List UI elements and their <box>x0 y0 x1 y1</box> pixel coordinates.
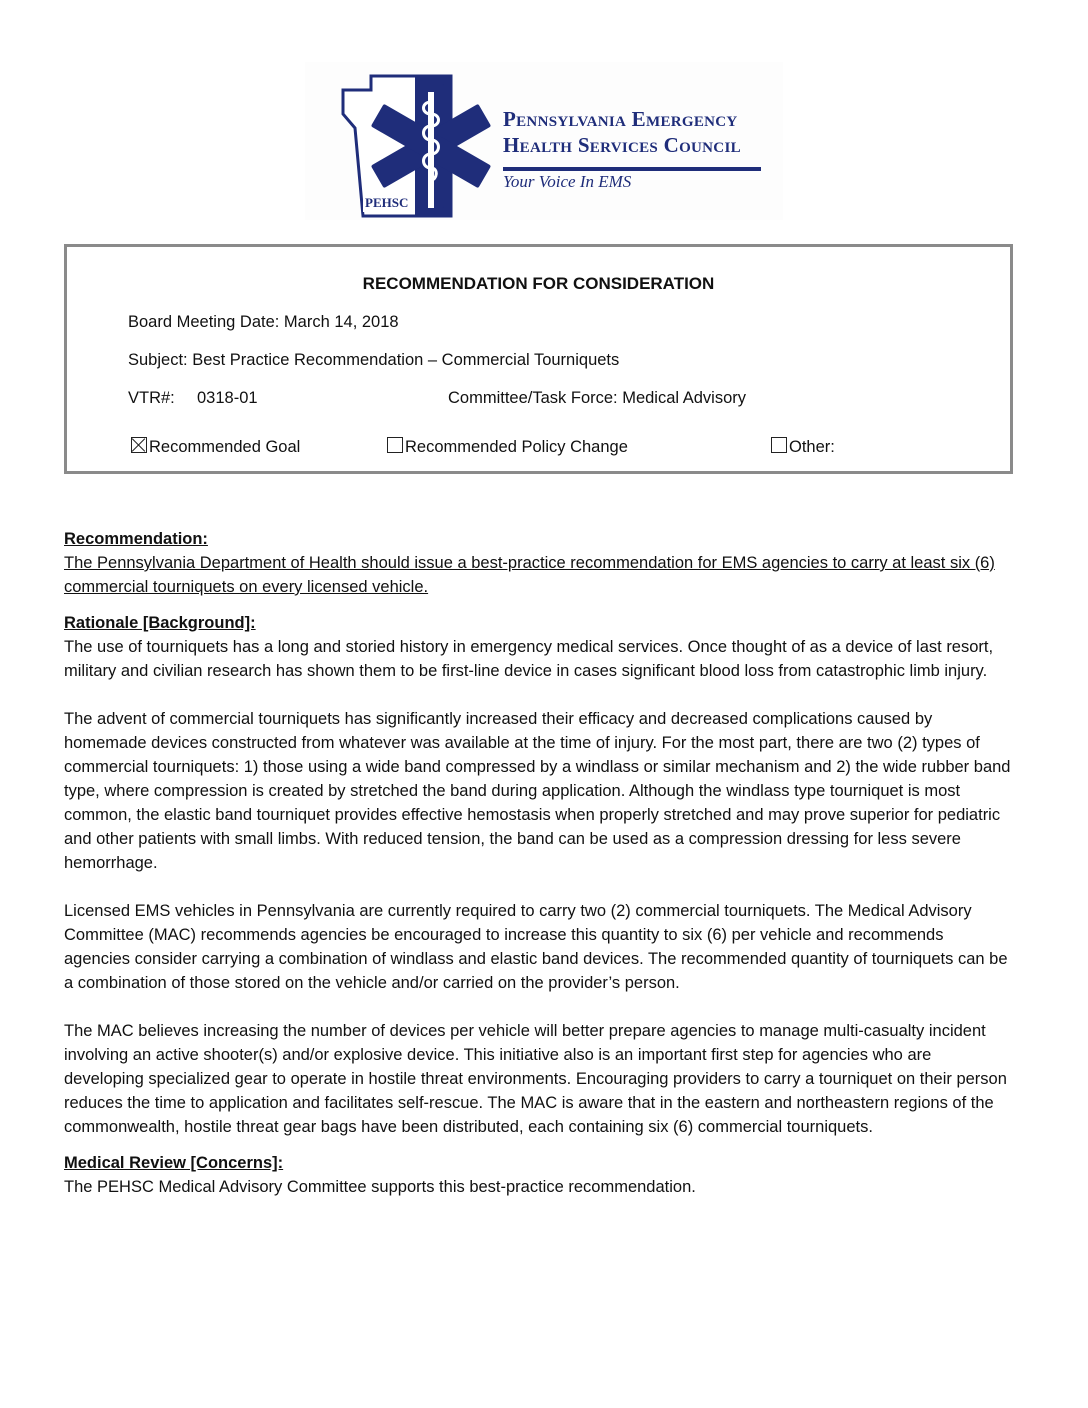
recommendation-text: The Pennsylvania Department of Health should issue a best-practice recommendation for EMS agencies to carry at least six (6) commercial tourniquets on every licensed vehicle. <box>64 554 995 596</box>
logo-badge-text: PEHSC <box>365 195 409 210</box>
board-meeting-date: Board Meeting Date: March 14, 2018 <box>128 313 399 331</box>
vtr-label: VTR#: <box>128 389 175 407</box>
rationale-paragraph-4: The MAC believes increasing the number of devices per vehicle will better prepare agencies to manage multi-casualty incident involving an active shooter(s) and/or explosive device. This initiative also is an important first step for agencies who are developing specialized gear to operate in hostile threat environments. Encouraging providers to carry a tourniquet on their person reduces the time to application and facilitates self-rescue. The MAC is aware that in the eastern and northeastern regions of the commonwealth, hostile threat gear bags have been distributed, each containing six (6) commercial tourniquets. <box>64 1022 1007 1136</box>
logo-tagline: Your Voice In EMS <box>503 172 632 191</box>
checkbox-label: Other: <box>789 438 835 456</box>
checkbox-label: Recommended Policy Change <box>405 438 628 456</box>
unchecked-box-icon[interactable] <box>771 437 787 453</box>
recommendation-form-box <box>64 244 1013 474</box>
checkbox-recommended-policy-change[interactable] <box>387 437 628 457</box>
rationale-paragraph-3: Licensed EMS vehicles in Pennsylvania are currently required to carry two (2) commercial tourniquets. The Medical Advisory Committee (MAC) recommends agencies be encouraged to increase this quantity to six (6) per vehicle and recommends agencies consider carrying a combination of windlass and elastic band devices. The recommended quantity of tourniquets can be a combination of those stored on the vehicle and/or carried on the provider’s person. <box>64 902 1008 992</box>
committee-task-force: Committee/Task Force: Medical Advisory <box>448 389 747 407</box>
unchecked-box-icon[interactable] <box>387 437 403 453</box>
org-name-line-1: Pennsylvania Emergency <box>503 107 738 131</box>
document-body <box>64 527 1014 1199</box>
recommendation-heading: Recommendation: <box>64 530 208 548</box>
org-name-line-2: Health Services Council <box>503 133 741 157</box>
logo-divider <box>503 167 761 171</box>
form-title: RECOMMENDATION FOR CONSIDERATION <box>362 274 715 293</box>
medical-review-text: The PEHSC Medical Advisory Committee supports this best-practice recommendation. <box>64 1178 696 1196</box>
pehsc-logo <box>305 62 783 220</box>
checked-box-icon[interactable] <box>131 437 147 453</box>
rationale-heading: Rationale [Background]: <box>64 614 256 632</box>
subject: Subject: Best Practice Recommendation – Commercial Tourniquets <box>128 351 620 369</box>
star-of-life-icon <box>333 68 503 218</box>
medical-review-heading: Medical Review [Concerns]: <box>64 1154 284 1172</box>
rationale-paragraph-1: The use of tourniquets has a long and storied history in emergency medical services. Once thought of as a device of last resort, military and civilian research has shown them to be first-line device in cases significant blood loss from catastrophic limb injury. <box>64 638 994 680</box>
checkbox-label: Recommended Goal <box>149 438 301 456</box>
checkbox-recommended-goal[interactable] <box>131 437 300 457</box>
organization-name <box>503 106 741 158</box>
checkbox-other[interactable] <box>771 437 835 457</box>
rationale-paragraph-2: The advent of commercial tourniquets has significantly increased their efficacy and decreased complications caused by homemade devices constructed from whatever was available at the time of injury. For the most part, there are two (2) types of commercial tourniquets: 1) those using a wide band compressed by a windlass or similar mechanism and 2) the wide rubber band type, where compression is created by stretched the band during application. Although the windlass type tourniquet is most common, the elastic band tourniquet provides effective hemostasis when properly stretched and may prove superior for pediatric and other patients with small limbs. With reduced tension, the band can be used as a compression dressing for less severe hemorrhage. <box>64 710 1011 872</box>
vtr-value: 0318-01 <box>197 389 258 407</box>
